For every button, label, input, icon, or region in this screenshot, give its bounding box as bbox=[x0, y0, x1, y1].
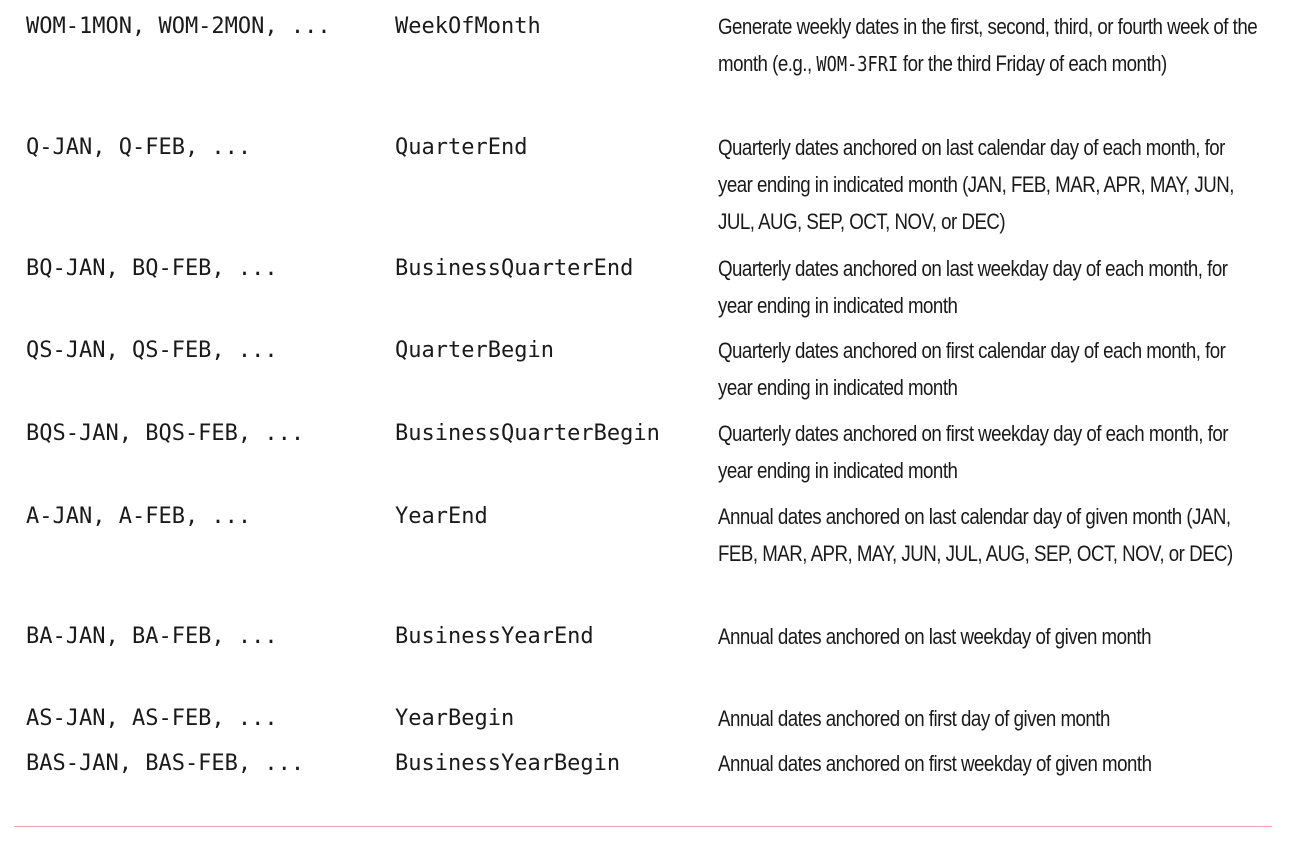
alias-cell: BQ-JAN, BQ-FEB, ... bbox=[26, 256, 278, 281]
table-row bbox=[14, 242, 1272, 322]
table-row bbox=[14, 407, 1272, 487]
alias-cell: A-JAN, A-FEB, ... bbox=[26, 504, 252, 529]
description-cell: Quarterly dates anchored on first weekday day of each month, for year ending in indicated month bbox=[718, 421, 1228, 483]
offset-type-cell: WeekOfMonth bbox=[395, 14, 541, 39]
offset-type-cell: BusinessQuarterBegin bbox=[395, 421, 660, 446]
alias-cell: BA-JAN, BA-FEB, ... bbox=[26, 624, 278, 649]
offset-type-cell: BusinessYearEnd bbox=[395, 624, 594, 649]
inline-code: WOM-3FRI bbox=[816, 52, 899, 76]
table-row bbox=[14, 490, 1272, 608]
table-row bbox=[14, 610, 1272, 690]
offset-type-cell: BusinessQuarterEnd bbox=[395, 256, 634, 281]
offset-type-cell: YearBegin bbox=[395, 706, 515, 731]
description-cell: Annual dates anchored on first day of given month bbox=[718, 706, 1110, 731]
description-cell: Quarterly dates anchored on first calendar day of each month, for year ending in indicated month bbox=[718, 338, 1226, 400]
description-cell: Quarterly dates anchored on last weekday day of each month, for year ending in indicated month bbox=[718, 256, 1228, 318]
table-row bbox=[14, 324, 1272, 404]
description-cell: Annual dates anchored on last weekday of given month bbox=[718, 624, 1151, 649]
alias-cell: QS-JAN, QS-FEB, ... bbox=[26, 338, 278, 363]
frequency-table bbox=[14, 0, 1272, 827]
alias-cell: WOM-1MON, WOM-2MON, ... bbox=[26, 14, 331, 39]
description-cell: Quarterly dates anchored on last calendar day of each month, for year ending in indicated month (JAN, FEB, MAR, APR, MAY, JUN, JUL, AUG, SEP, OCT, NOV, or DEC) bbox=[718, 135, 1234, 234]
table-row bbox=[14, 737, 1272, 817]
alias-cell: BAS-JAN, BAS-FEB, ... bbox=[26, 751, 305, 776]
table-row bbox=[14, 0, 1272, 120]
offset-type-cell: YearEnd bbox=[395, 504, 488, 529]
offset-type-cell: QuarterEnd bbox=[395, 135, 528, 160]
description-cell: Annual dates anchored on first weekday of given month bbox=[718, 751, 1152, 776]
table-row bbox=[14, 121, 1272, 241]
description-text: Generate weekly dates in the first, second, third, or fourth week of the month (e.g., bbox=[718, 14, 1258, 76]
alias-cell: AS-JAN, AS-FEB, ... bbox=[26, 706, 278, 731]
alias-cell: Q-JAN, Q-FEB, ... bbox=[26, 135, 252, 160]
offset-type-cell: BusinessYearBegin bbox=[395, 751, 621, 776]
description-text: for the third Friday of each month) bbox=[898, 51, 1167, 76]
offset-type-cell: QuarterBegin bbox=[395, 338, 554, 363]
table-row bbox=[14, 692, 1272, 736]
alias-cell: BQS-JAN, BQS-FEB, ... bbox=[26, 421, 305, 446]
description-cell bbox=[718, 8, 1262, 83]
description-cell: Annual dates anchored on last calendar day of given month (JAN, FEB, MAR, APR, MAY, JUN, JUL, AUG, SEP, OCT, NOV, or DEC) bbox=[718, 504, 1233, 566]
